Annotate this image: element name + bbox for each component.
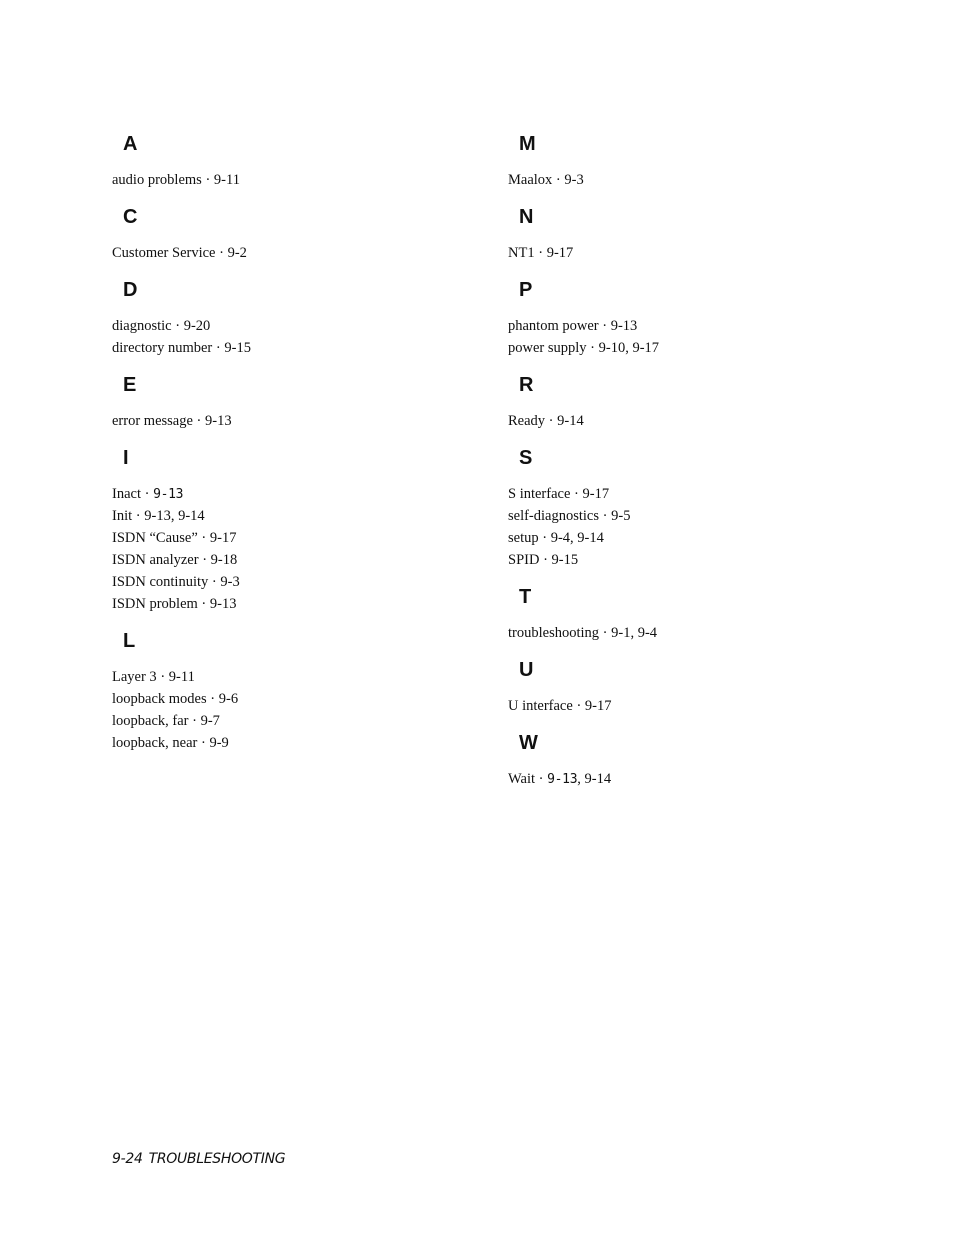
index-entry: [112, 337, 492, 359]
entry-pages: 9-20: [183, 318, 211, 334]
entry-separator: ·: [197, 530, 210, 546]
entry-term: Maalox: [508, 172, 553, 188]
entry-separator: ·: [572, 698, 585, 714]
index-entry: [112, 169, 492, 191]
entry-pages: 9-17: [209, 530, 237, 546]
entry-separator: ·: [140, 486, 154, 502]
index-section-e: [112, 371, 492, 432]
entry-pages: 9-13: [209, 596, 237, 612]
entry-separator: ·: [197, 596, 210, 612]
index-entry: [508, 549, 888, 571]
index-section-n: [508, 203, 888, 264]
entry-separator: ·: [586, 340, 599, 356]
index-entry: [508, 505, 888, 527]
entry-term: diagnostic: [112, 318, 172, 334]
index-entry: [112, 666, 492, 688]
section-letter: U: [519, 659, 534, 681]
section-letter: R: [519, 374, 534, 396]
section-letter: P: [519, 279, 533, 301]
entry-separator: ·: [545, 413, 558, 429]
entry-term: S interface: [508, 486, 571, 502]
index-entry: [112, 242, 492, 264]
entry-term: Layer 3: [112, 669, 157, 685]
entry-term: phantom power: [508, 318, 599, 334]
entry-separator: ·: [132, 508, 145, 524]
entry-separator: ·: [208, 574, 221, 590]
entry-term: directory number: [112, 340, 213, 356]
entry-term: loopback, far: [112, 713, 189, 729]
entry-list: [508, 483, 888, 571]
entry-pages: 9-4, 9-14: [550, 530, 604, 546]
entry-list: [508, 315, 888, 359]
entry-separator: ·: [197, 735, 210, 751]
entry-list: [112, 169, 492, 191]
index-section-t: [508, 583, 888, 644]
index-entry: [508, 483, 888, 505]
index-entry: [112, 505, 492, 527]
index-entry: [112, 732, 492, 754]
section-letter: N: [519, 206, 534, 228]
index-section-i: [112, 444, 492, 615]
index-entry: [112, 410, 492, 432]
section-letter: W: [519, 732, 538, 754]
index-entry: [112, 571, 492, 593]
entry-list: [112, 242, 492, 264]
index-entry: [508, 410, 888, 432]
section-letter: T: [519, 586, 532, 608]
entry-pages-mono: 9-13: [153, 487, 184, 502]
entry-separator: ·: [598, 318, 611, 334]
entry-separator: ·: [552, 172, 565, 188]
index-section-d: [112, 276, 492, 359]
entry-term: Wait: [508, 771, 536, 787]
index-section-a: [112, 130, 492, 191]
entry-separator: ·: [599, 625, 612, 641]
index-section-w: [508, 729, 888, 790]
entry-list: [508, 768, 888, 790]
entry-pages: 9-3: [220, 574, 240, 590]
index-entry: [112, 710, 492, 732]
section-letter: L: [123, 630, 136, 652]
entry-term: Ready: [508, 413, 546, 429]
entry-pages: 9-5: [611, 508, 631, 524]
entry-term: audio problems: [112, 172, 202, 188]
index-section-r: [508, 371, 888, 432]
entry-term: ISDN analyzer: [112, 552, 199, 568]
entry-pages: 9-11: [213, 172, 240, 188]
entry-pages: 9-2: [227, 245, 247, 261]
entry-list: [508, 410, 888, 432]
entry-pages: 9-10, 9-17: [598, 340, 660, 356]
section-letter: A: [123, 133, 138, 155]
entry-list: [508, 695, 888, 717]
index-entry: [508, 768, 888, 790]
entry-pages: 9-6: [218, 691, 239, 707]
entry-pages: 9-7: [200, 713, 220, 729]
index-section-c: [112, 203, 492, 264]
entry-separator: ·: [192, 413, 206, 429]
entry-pages: 9-9: [209, 735, 229, 751]
entry-separator: ·: [198, 552, 211, 568]
index-entry: [508, 169, 888, 191]
entry-separator: ·: [215, 245, 228, 261]
entry-pages: , 9-14: [577, 771, 612, 787]
entry-term: error message: [112, 413, 193, 429]
entry-term: power supply: [508, 340, 587, 356]
entry-separator: ·: [599, 508, 612, 524]
entry-separator: ·: [201, 172, 214, 188]
index-section-s: [508, 444, 888, 571]
entry-pages-mono: 9-13: [547, 772, 578, 787]
entry-pages: 9-17: [584, 698, 612, 714]
entry-term: ISDN problem: [112, 596, 198, 612]
entry-list: [112, 483, 492, 615]
entry-pages: 9-15: [224, 340, 251, 356]
index-entry: [508, 315, 888, 337]
entry-pages: 9-1, 9-4: [611, 625, 658, 641]
section-letter: E: [123, 374, 137, 396]
index-entry: [508, 695, 888, 717]
section-letter: S: [519, 447, 533, 469]
entry-separator: ·: [156, 669, 169, 685]
entry-term: Init: [112, 508, 133, 524]
entry-term: Customer Service: [112, 245, 216, 261]
index-column-right: [508, 130, 888, 802]
entry-term: setup: [508, 530, 539, 546]
entry-list: [112, 315, 492, 359]
index-column-left: [112, 130, 492, 766]
entry-separator: ·: [188, 713, 201, 729]
entry-separator: ·: [171, 318, 184, 334]
entry-list: [112, 666, 492, 754]
entry-separator: ·: [535, 771, 548, 787]
section-letter: M: [519, 133, 536, 155]
entry-term: U interface: [508, 698, 573, 714]
footer-page-number: 9-24: [112, 1151, 143, 1167]
entry-pages: 9-13, 9-14: [144, 508, 205, 524]
index-entry: [112, 483, 492, 505]
entry-term: loopback modes: [112, 691, 207, 707]
entry-separator: ·: [534, 245, 547, 261]
footer-section-title: TROUBLESHOOTING: [148, 1151, 286, 1167]
entry-pages: 9-3: [564, 172, 584, 188]
index-entry: [508, 527, 888, 549]
index-section-p: [508, 276, 888, 359]
index-entry: [508, 337, 888, 359]
entry-separator: ·: [538, 530, 551, 546]
entry-term: loopback, near: [112, 735, 198, 751]
entry-pages: 9-13: [205, 413, 232, 429]
entry-separator: ·: [206, 691, 219, 707]
entry-pages: 9-18: [210, 552, 238, 568]
index-entry: [112, 527, 492, 549]
entry-term: NT1: [508, 245, 535, 261]
entry-term: SPID: [508, 552, 540, 568]
entry-list: [508, 622, 888, 644]
entry-pages: 9-14: [557, 413, 584, 429]
index-entry: [112, 549, 492, 571]
entry-separator: ·: [570, 486, 583, 502]
entry-term: Inact: [112, 486, 141, 502]
index-section-u: [508, 656, 888, 717]
entry-list: [112, 410, 492, 432]
entry-pages: 9-15: [551, 552, 579, 568]
index-section-l: [112, 627, 492, 754]
entry-list: [508, 169, 888, 191]
entry-term: self-diagnostics: [508, 508, 600, 524]
entry-pages: 9-17: [546, 245, 574, 261]
entry-pages: 9-17: [582, 486, 610, 502]
section-letter: I: [123, 447, 129, 469]
entry-separator: ·: [539, 552, 552, 568]
entry-pages: 9-11: [168, 669, 195, 685]
page-footer: [112, 1151, 285, 1167]
index-entry: [508, 242, 888, 264]
index-entry: [508, 622, 888, 644]
entry-term: ISDN continuity: [112, 574, 209, 590]
section-letter: C: [123, 206, 138, 228]
index-entry: [112, 593, 492, 615]
section-letter: D: [123, 279, 138, 301]
entry-term: troubleshooting: [508, 625, 600, 641]
entry-list: [508, 242, 888, 264]
index-entry: [112, 315, 492, 337]
entry-pages: 9-13: [610, 318, 638, 334]
entry-separator: ·: [212, 340, 225, 356]
index-section-m: [508, 130, 888, 191]
entry-term: ISDN “Cause”: [112, 530, 198, 546]
index-entry: [112, 688, 492, 710]
